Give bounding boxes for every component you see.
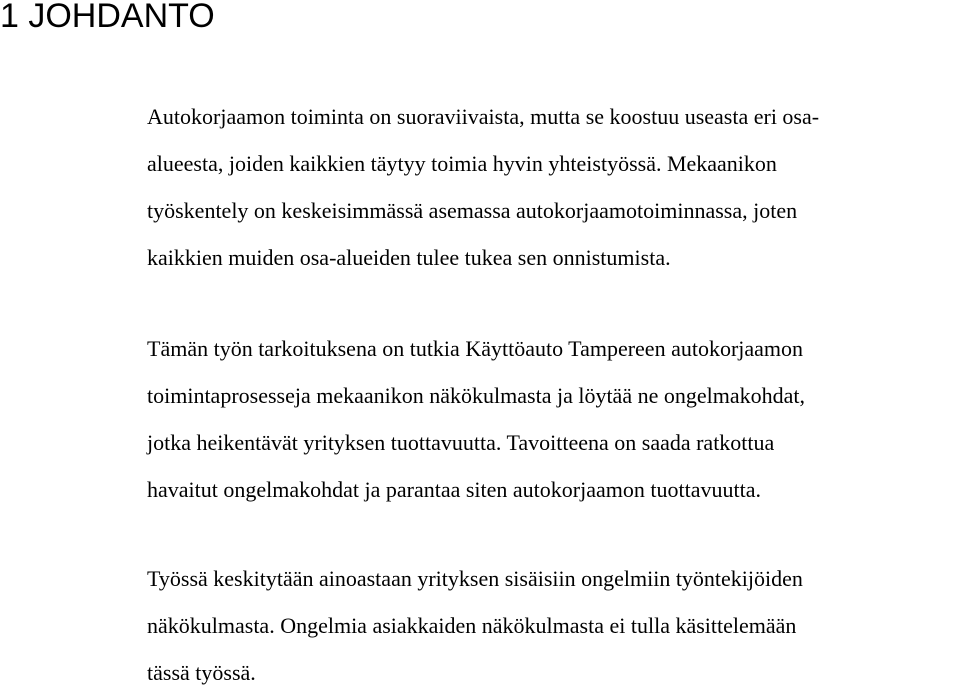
paragraph-intro (147, 93, 819, 281)
text-line: Tämän työn tarkoituksena on tutkia Käyttöauto Tampereen autokorjaamon (147, 336, 804, 361)
text-line: työskentely on keskeisimmässä asemassa autokorjaamotoiminnassa, joten (147, 198, 798, 223)
chapter-heading: 1 JOHDANTO (0, 0, 215, 35)
text-line: kaikkien muiden osa-alueiden tulee tukea sen onnistumista. (147, 245, 671, 270)
text-line: Työssä keskitytään ainoastaan yrityksen sisäisiin ongelmiin työntekijöiden (147, 566, 803, 591)
paragraph-scope (147, 555, 803, 696)
text-line: tässä työssä. (147, 660, 256, 685)
text-line: jotka heikentävät yrityksen tuottavuutta. Tavoitteena on saada ratkottua (147, 430, 775, 455)
text-line: alueesta, joiden kaikkien täytyy toimia hyvin yhteistyössä. Mekaanikon (147, 151, 777, 176)
text-line: havaitut ongelmakohdat ja parantaa siten autokorjaamon tuottavuutta. (147, 477, 761, 502)
text-line: näkökulmasta. Ongelmia asiakkaiden näkökulmasta ei tulla käsittelemään (147, 613, 797, 638)
text-line: toimintaprosesseja mekaanikon näkökulmasta ja löytää ne ongelmakohdat, (147, 383, 805, 408)
text-line: Autokorjaamon toiminta on suoraviivaista, mutta se koostuu useasta eri osa- (147, 104, 820, 129)
paragraph-purpose (147, 325, 805, 513)
